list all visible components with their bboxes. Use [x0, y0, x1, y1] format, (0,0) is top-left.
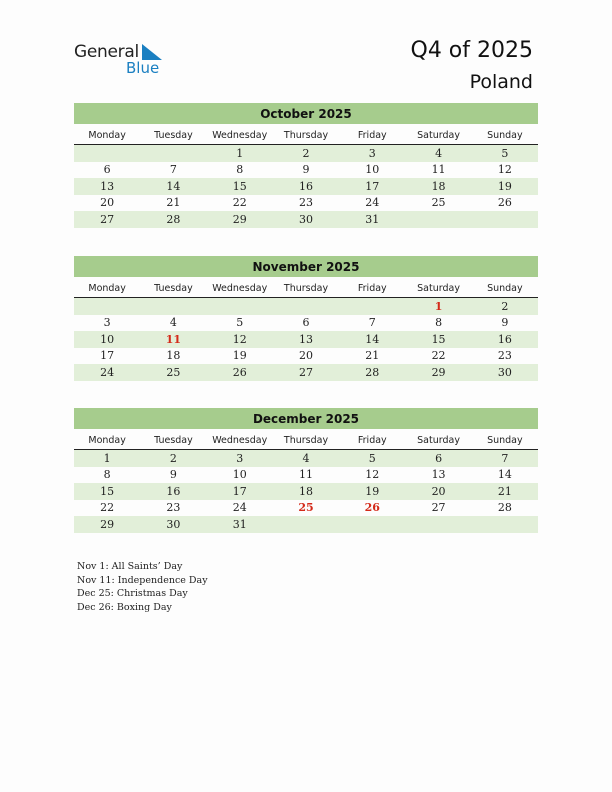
- day-cell: 6: [435, 451, 443, 465]
- day-cell: 20: [100, 196, 115, 210]
- day-cell: 18: [166, 349, 181, 363]
- holiday-day-cell: 25: [298, 501, 314, 515]
- day-cell: 28: [365, 365, 380, 379]
- logo-triangle-icon: [142, 44, 162, 60]
- day-cell: 8: [435, 316, 443, 330]
- holiday-day-cell: 11: [165, 332, 182, 346]
- day-cell: [339, 298, 405, 315]
- week-row: [74, 348, 538, 365]
- day-cell: 23: [166, 501, 181, 515]
- day-cell: 12: [497, 163, 512, 177]
- generalblue-logo: [74, 42, 174, 82]
- day-cell: 17: [232, 484, 247, 498]
- weekday-label: Friday: [357, 282, 387, 294]
- day-cell: 2: [302, 146, 310, 160]
- day-cell: 31: [232, 517, 247, 531]
- day-cell: 27: [298, 365, 313, 379]
- day-cell: 4: [302, 451, 310, 465]
- day-cell: 6: [302, 316, 310, 330]
- day-cell: 20: [431, 484, 446, 498]
- day-cell: 3: [103, 316, 111, 330]
- day-cell: 15: [232, 179, 247, 193]
- weekday-label: Thursday: [283, 129, 329, 141]
- weekday-label: Saturday: [417, 434, 460, 446]
- day-cell: 3: [236, 451, 244, 465]
- day-cell: 29: [100, 517, 115, 531]
- weekday-header-row: [74, 279, 538, 298]
- day-cell: 7: [501, 451, 509, 465]
- week-row: [74, 483, 538, 500]
- day-cell: 6: [103, 163, 111, 177]
- day-cell: 9: [501, 316, 509, 330]
- week-row: [74, 364, 538, 381]
- day-cell: 29: [232, 212, 247, 226]
- day-cell: 24: [100, 365, 115, 379]
- month-calendar: [74, 408, 538, 533]
- weekday-label: Thursday: [283, 434, 329, 446]
- day-cell: 22: [431, 349, 446, 363]
- weekday-label: Tuesday: [154, 129, 193, 141]
- week-row: [74, 195, 538, 212]
- day-cell: 28: [166, 212, 181, 226]
- weekday-label: Saturday: [417, 129, 460, 141]
- weekday-label: Thursday: [283, 282, 329, 294]
- holiday-notes: [77, 560, 208, 614]
- holiday-note: Dec 25: Christmas Day: [77, 588, 188, 599]
- holiday-note: Nov 1: All Saints’ Day: [77, 561, 183, 572]
- day-cell: 30: [497, 365, 512, 379]
- day-cell: 15: [100, 484, 115, 498]
- day-cell: 10: [100, 332, 115, 346]
- week-row: [74, 178, 538, 195]
- day-cell: [74, 298, 140, 315]
- page-title: Q4 of 2025: [410, 38, 533, 63]
- day-cell: [140, 298, 206, 315]
- weekday-label: Tuesday: [154, 282, 193, 294]
- day-cell: 21: [365, 349, 380, 363]
- day-cell: 5: [501, 146, 509, 160]
- week-row: [74, 162, 538, 179]
- day-cell: 18: [431, 179, 446, 193]
- month-title: November 2025: [74, 256, 538, 277]
- day-cell: 1: [236, 146, 244, 160]
- day-cell: 23: [497, 349, 512, 363]
- day-cell: 21: [497, 484, 512, 498]
- day-cell: 5: [236, 316, 244, 330]
- weekday-label: Friday: [357, 434, 387, 446]
- holiday-day-cell: 1: [434, 299, 443, 313]
- week-row: [74, 516, 538, 533]
- day-cell: 19: [365, 484, 380, 498]
- day-cell: 8: [103, 468, 111, 482]
- holiday-note: Dec 26: Boxing Day: [77, 601, 172, 613]
- holiday-note: Nov 11: Independence Day: [77, 574, 208, 586]
- logo-blue-text: Blue: [126, 59, 160, 77]
- country-name: Poland: [469, 71, 533, 93]
- day-cell: 3: [368, 146, 376, 160]
- day-cell: 9: [169, 468, 177, 482]
- weekday-label: Monday: [88, 282, 126, 294]
- day-cell: 7: [368, 316, 376, 330]
- weekday-label: Sunday: [487, 129, 523, 141]
- day-cell: 18: [298, 484, 313, 498]
- weekday-label: Sunday: [487, 434, 523, 446]
- day-cell: 26: [232, 365, 247, 379]
- week-row: [74, 145, 538, 162]
- day-cell: 4: [435, 146, 443, 160]
- day-cell: 14: [365, 332, 380, 346]
- holiday-day-cell: 26: [364, 501, 380, 515]
- day-cell: 22: [100, 501, 115, 515]
- day-cell: [472, 516, 538, 533]
- weekday-label: Friday: [357, 129, 387, 141]
- month-calendar: [74, 103, 538, 228]
- weekday-header-row: [74, 126, 538, 145]
- day-cell: 11: [431, 163, 446, 177]
- month-title: October 2025: [74, 103, 538, 124]
- logo-general-text: General: [74, 42, 139, 62]
- day-cell: [140, 145, 206, 162]
- day-cell: 15: [431, 332, 446, 346]
- day-cell: 17: [365, 179, 380, 193]
- weekday-label: Monday: [88, 129, 126, 141]
- day-cell: 4: [169, 316, 177, 330]
- day-cell: 27: [431, 501, 446, 515]
- day-cell: 27: [100, 212, 115, 226]
- day-cell: 8: [236, 163, 244, 177]
- day-cell: 9: [302, 163, 310, 177]
- day-cell: [405, 516, 471, 533]
- weekday-header-row: [74, 431, 538, 450]
- day-cell: 10: [365, 163, 380, 177]
- day-cell: 30: [166, 517, 181, 531]
- day-cell: 19: [497, 179, 512, 193]
- day-cell: 14: [166, 179, 181, 193]
- day-cell: 28: [497, 501, 512, 515]
- day-cell: 23: [298, 196, 313, 210]
- day-cell: 12: [232, 332, 247, 346]
- day-cell: 29: [431, 365, 446, 379]
- week-row: [74, 211, 538, 228]
- day-cell: 2: [501, 299, 509, 313]
- weekday-label: Tuesday: [154, 434, 193, 446]
- weekday-label: Wednesday: [212, 434, 268, 446]
- day-cell: 13: [100, 179, 115, 193]
- day-cell: 22: [232, 196, 247, 210]
- day-cell: 24: [232, 501, 247, 515]
- day-cell: [339, 516, 405, 533]
- week-row: [74, 467, 538, 484]
- weekday-label: Wednesday: [212, 129, 268, 141]
- day-cell: 31: [365, 212, 380, 226]
- day-cell: [273, 516, 339, 533]
- week-row: [74, 500, 538, 517]
- day-cell: 7: [169, 163, 177, 177]
- day-cell: [472, 211, 538, 228]
- day-cell: 21: [166, 196, 181, 210]
- weekday-label: Saturday: [417, 282, 460, 294]
- day-cell: 2: [169, 451, 177, 465]
- day-cell: 19: [232, 349, 247, 363]
- day-cell: 16: [298, 179, 313, 193]
- day-cell: 12: [365, 468, 380, 482]
- day-cell: 16: [497, 332, 512, 346]
- day-cell: 1: [103, 451, 111, 465]
- month-title: December 2025: [74, 408, 538, 429]
- day-cell: 14: [497, 468, 512, 482]
- day-cell: 25: [431, 196, 446, 210]
- day-cell: 11: [298, 468, 313, 482]
- weekday-label: Monday: [88, 434, 126, 446]
- day-cell: [74, 145, 140, 162]
- day-cell: [405, 211, 471, 228]
- day-cell: 20: [298, 349, 313, 363]
- day-cell: 13: [298, 332, 313, 346]
- day-cell: 5: [368, 451, 376, 465]
- week-row: [74, 450, 538, 467]
- day-cell: 16: [166, 484, 181, 498]
- day-cell: 26: [497, 196, 512, 210]
- week-row: [74, 315, 538, 332]
- day-cell: [207, 298, 273, 315]
- week-row: [74, 331, 538, 348]
- day-cell: [273, 298, 339, 315]
- weekday-label: Sunday: [487, 282, 523, 294]
- month-calendar: [74, 256, 538, 381]
- weekday-label: Wednesday: [212, 282, 268, 294]
- day-cell: 24: [365, 196, 380, 210]
- week-row: [74, 298, 538, 315]
- day-cell: 30: [298, 212, 313, 226]
- day-cell: 10: [232, 468, 247, 482]
- day-cell: 13: [431, 468, 446, 482]
- day-cell: 17: [100, 349, 115, 363]
- day-cell: 25: [166, 365, 181, 379]
